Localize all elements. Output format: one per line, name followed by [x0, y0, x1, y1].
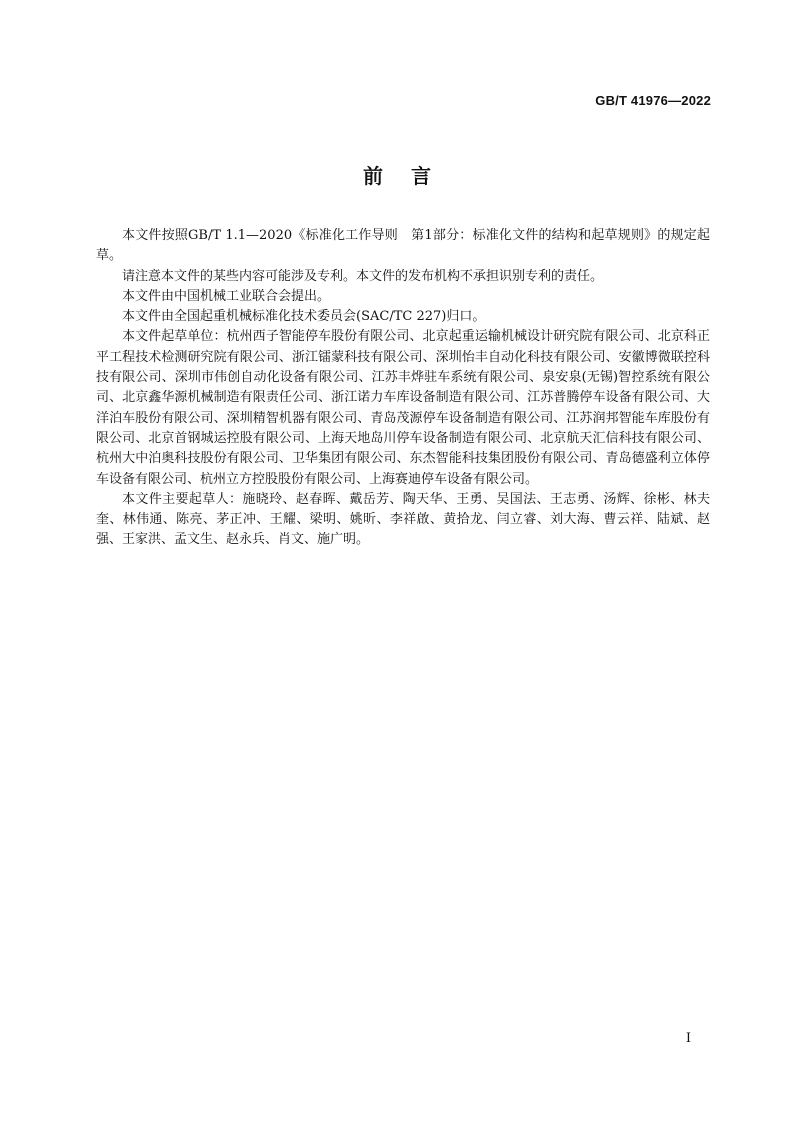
paragraph-drafting-units: 本文件起草单位：杭州西子智能停车股份有限公司、北京起重运输机械设计研究院有限公司、北京科正平工程技术检测研究院有限公司、浙江镭蒙科技有限公司、深圳怡丰自动化科技有限公司、安徽博微联控科技有限公司、深圳市伟创自动化设备有限公司、江苏丰烨驻车系统有限公司、泉安泉(无锡)智控系统有限公司、北京鑫华源机械制造有限责任公司、浙江诺力车库设备制造有限公司、江苏普腾停车设备有限公司、大洋泊车股份有限公司、深圳精智机器有限公司、青岛茂源停车设备制造有限公司、江苏润邦智能车库股份有限公司、北京首钢城运控股有限公司、上海天地岛川停车设备制造有限公司、北京航天汇信科技有限公司、杭州大中泊奥科技股份有限公司、卫华集团有限公司、东杰智能科技集团股份有限公司、青岛德盛利立体停车设备有限公司、杭州立方控股股份有限公司、上海赛迪停车设备有限公司。 [96, 329, 710, 487]
paragraph-committee: 本文件由全国起重机械标准化技术委员会(SAC/TC 227)归口。 [122, 309, 486, 325]
paragraph-proposer: 本文件由中国机械工业联合会提出。 [122, 288, 331, 304]
paragraph-patent-notice: 请注意本文件的某些内容可能涉及专利。本文件的发布机构不承担识别专利的责任。 [122, 268, 604, 284]
page-number: I [685, 1031, 691, 1046]
paragraph-drafting-rules: 本文件按照GB/T 1.1—2020《标准化工作导则 第1部分：标准化文件的结构和起草规则》的规定起草。 [96, 228, 710, 264]
page-title: 前言 [363, 164, 459, 188]
standard-number: GB/T 41976—2022 [595, 93, 711, 108]
paragraph-drafters: 本文件主要起草人：施晓玲、赵春晖、戴岳芳、陶天华、王勇、吴国法、王志勇、汤辉、徐彬、林夫奎、林伟通、陈亮、茅正冲、王耀、梁明、姚昕、李祥啟、黄拾龙、闫立睿、刘大海、曹云祥、陆斌、赵强、王家洪、孟文生、赵永兵、肖文、施广明。 [96, 491, 710, 548]
foreword-body [96, 226, 710, 551]
